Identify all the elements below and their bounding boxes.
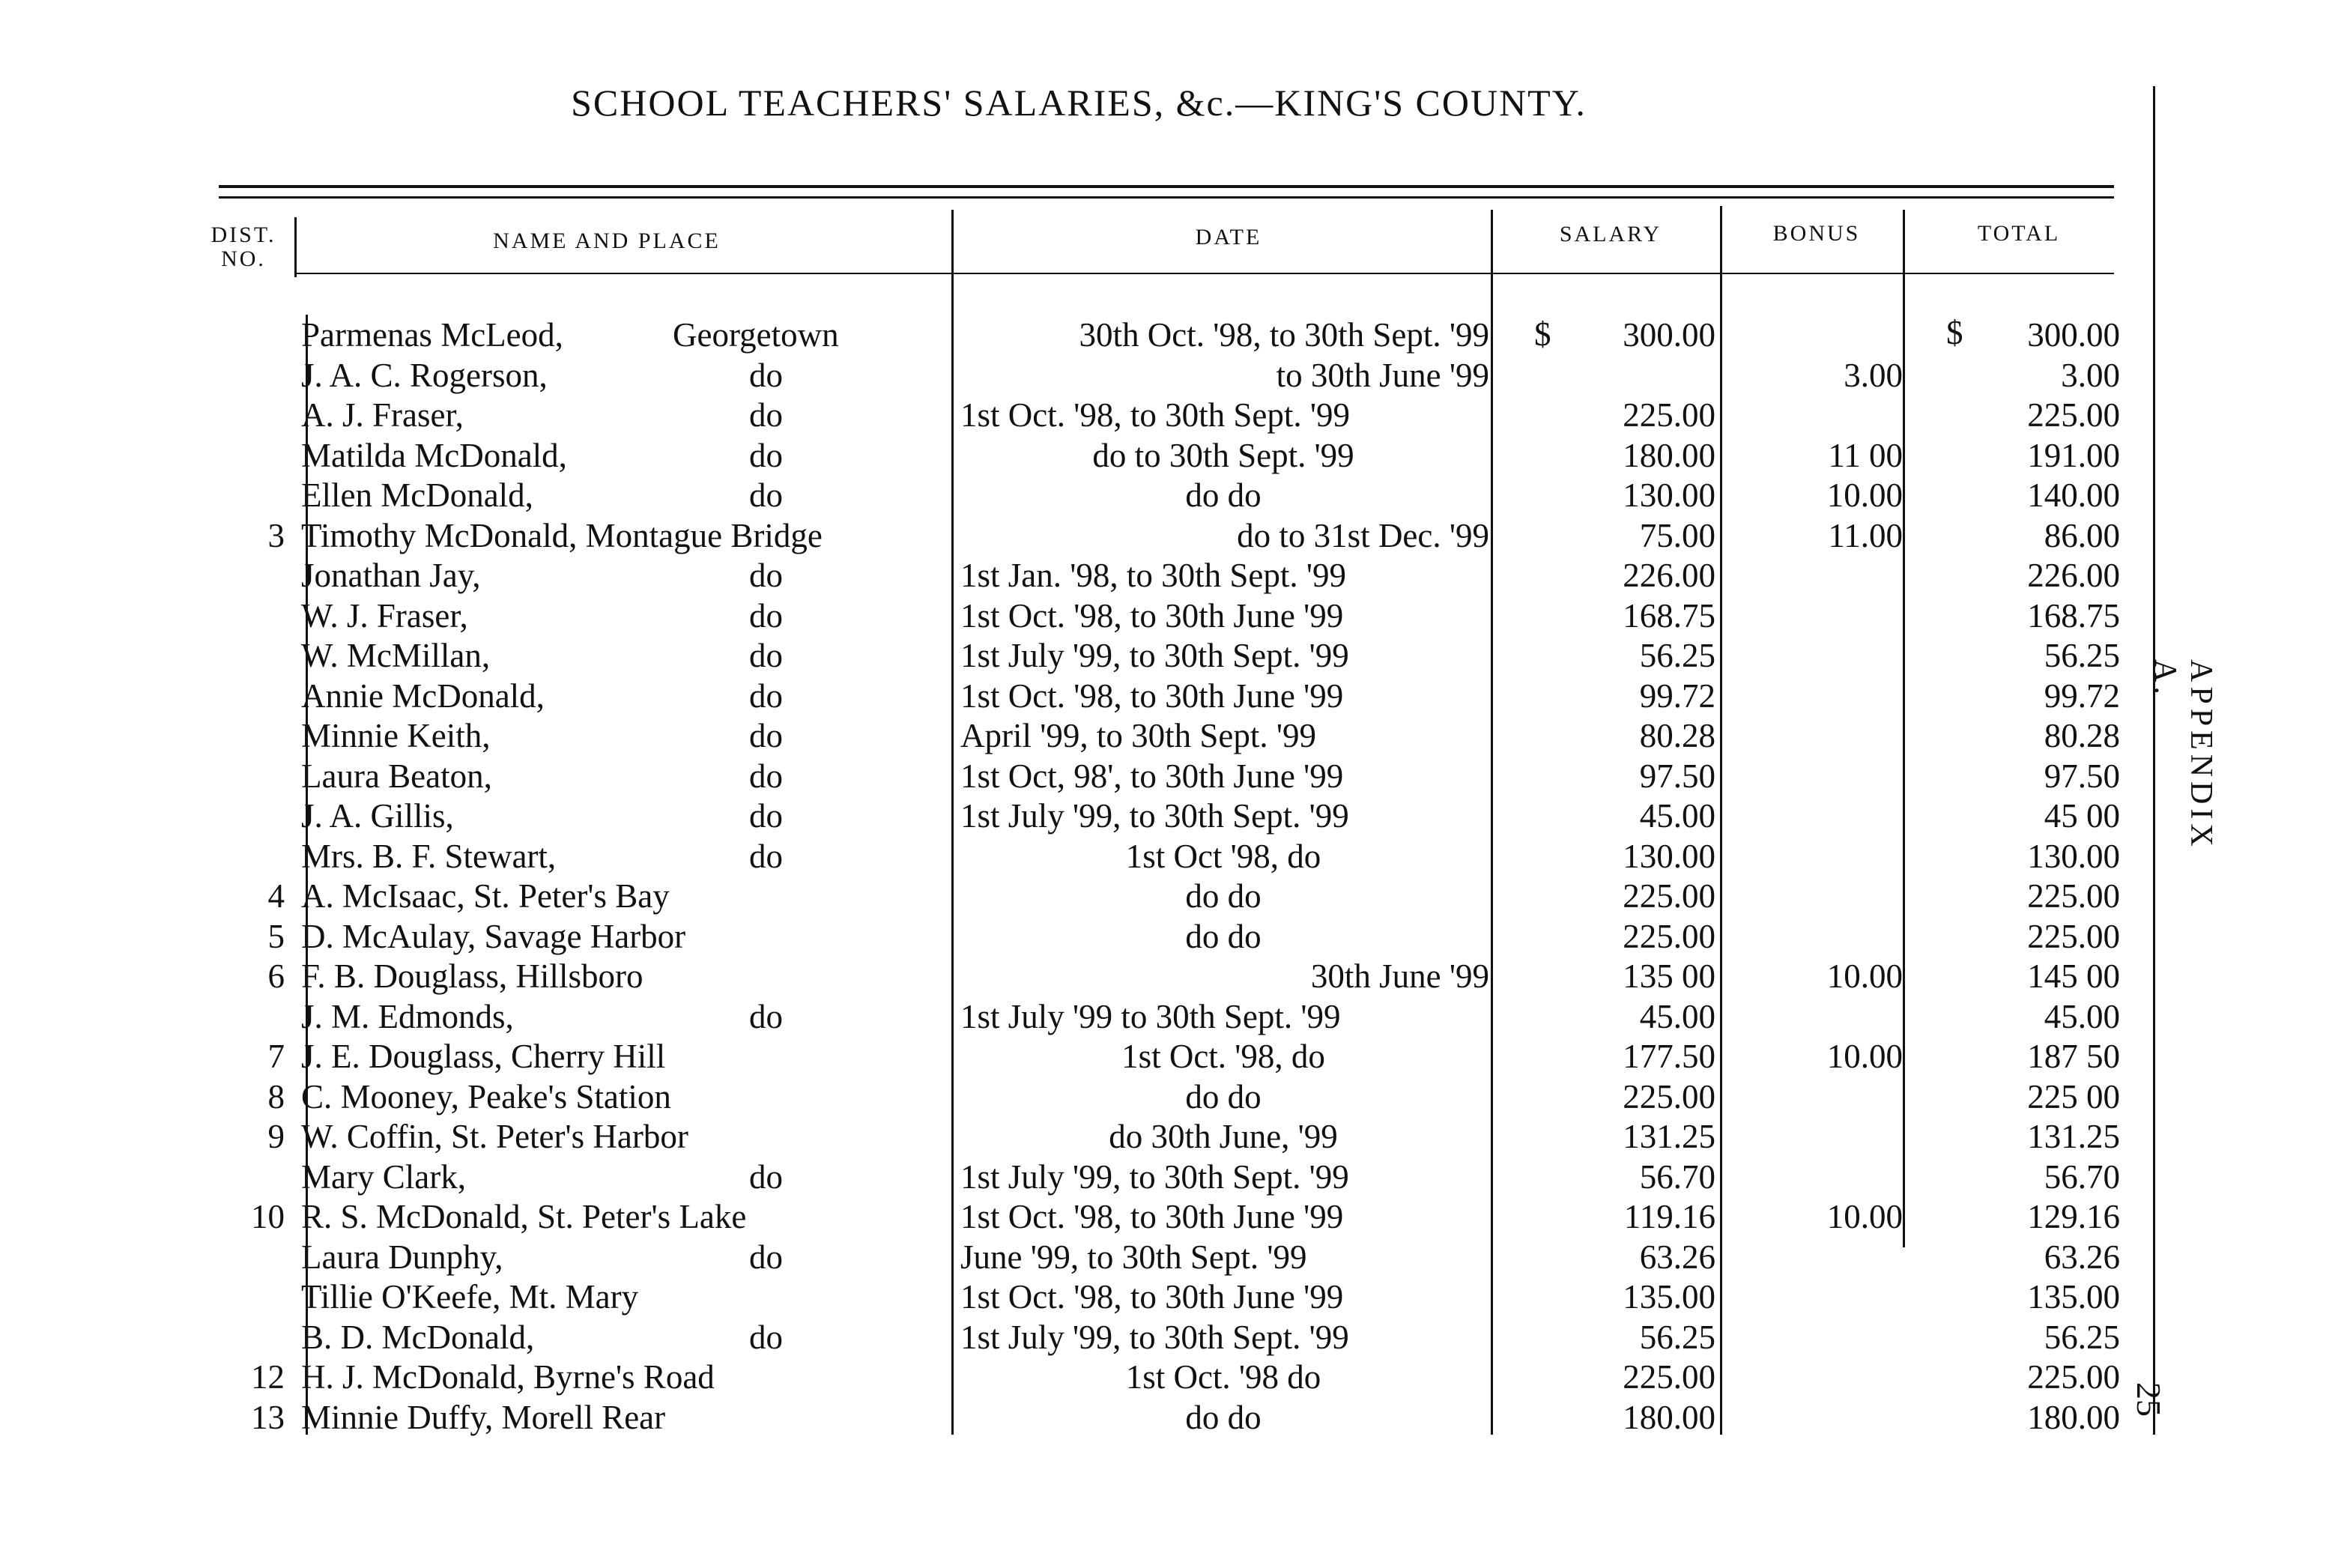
- teacher-name: D. McAulay, Savage Harbor: [301, 917, 686, 955]
- table-row: [0, 596, 2157, 636]
- bonus-value: 10.00: [1826, 1198, 1903, 1235]
- teacher-name: Jonathan Jay,: [301, 557, 481, 594]
- total-value: 80.28: [2044, 717, 2120, 754]
- table-row: [0, 1157, 2157, 1197]
- total-value: 225.00: [2027, 396, 2120, 434]
- table-row: [0, 916, 2157, 957]
- total-value: 97.50: [2044, 757, 2120, 795]
- header-rule-second: [219, 196, 2114, 199]
- date-range: 1st July '99 to 30th Sept. '99: [960, 997, 1341, 1035]
- salary-value: 45.00: [1639, 997, 1715, 1035]
- salary-value: 130.00: [1623, 476, 1715, 514]
- total-value: 56.70: [2044, 1157, 2120, 1196]
- table-row: [0, 1116, 2157, 1157]
- salary-value: 63.26: [1639, 1238, 1715, 1276]
- salary-value: 75.00: [1639, 516, 1715, 554]
- salary-value: 180.00: [1623, 436, 1715, 474]
- date-range: 1st Oct. '98 do: [1125, 1358, 1321, 1396]
- bonus-value: 10.00: [1826, 1038, 1903, 1075]
- total-value: 99.72: [2044, 676, 2120, 715]
- salary-value: 135.00: [1623, 1278, 1715, 1316]
- teacher-name: A. J. Fraser,: [301, 396, 464, 434]
- teacher-name: C. Mooney, Peake's Station: [301, 1077, 671, 1116]
- table-row: [0, 1277, 2157, 1317]
- salary-value: 177.50: [1623, 1038, 1715, 1075]
- total-dollar-sign: $: [1946, 314, 1963, 351]
- dist-number: 5: [267, 917, 285, 955]
- teacher-name: Tillie O'Keefe, Mt. Mary: [301, 1278, 639, 1316]
- salary-value: 168.75: [1623, 596, 1715, 635]
- total-value: 3.00: [2061, 356, 2120, 394]
- total-value: 129.16: [2027, 1198, 2120, 1235]
- salary-value: 225.00: [1623, 1358, 1715, 1396]
- salary-value: 225.00: [1623, 917, 1715, 955]
- salary-value: 225.00: [1623, 1077, 1715, 1116]
- teacher-name: W. J. Fraser,: [301, 596, 468, 635]
- header-name-place: NAME AND PLACE: [493, 228, 721, 253]
- salary-value: 99.72: [1639, 676, 1715, 715]
- dist-number: 10: [251, 1198, 285, 1235]
- salary-value: 56.70: [1639, 1157, 1715, 1196]
- dist-number: 3: [267, 516, 285, 554]
- total-value: 225.00: [2027, 1358, 2120, 1396]
- total-value: 226.00: [2027, 557, 2120, 594]
- teacher-name: J. A. Gillis,: [301, 797, 454, 835]
- teacher-name: Laura Beaton,: [301, 757, 492, 795]
- teacher-name: J. A. C. Rogerson,: [301, 356, 548, 394]
- date-range: 1st Oct '98, do: [1125, 837, 1321, 875]
- column-divider: [294, 217, 297, 277]
- place-name: do: [749, 476, 783, 514]
- total-value: 56.25: [2044, 637, 2120, 674]
- total-value: 45.00: [2044, 997, 2120, 1035]
- teacher-name: H. J. McDonald, Byrne's Road: [301, 1358, 715, 1396]
- table-row: [0, 515, 2157, 556]
- place-name: do: [749, 676, 783, 715]
- teacher-name: Timothy McDonald, Montague Bridge: [301, 516, 823, 554]
- date-range: 1st July '99, to 30th Sept. '99: [960, 637, 1349, 674]
- date-range: to 30th June '99: [1276, 356, 1489, 394]
- table-row: [0, 475, 2157, 515]
- table-row: [0, 876, 2157, 916]
- table-row: [0, 1237, 2157, 1277]
- date-range: June '99, to 30th Sept. '99: [960, 1238, 1307, 1276]
- total-value: 130.00: [2027, 837, 2120, 875]
- table-row: [0, 796, 2157, 836]
- total-value: 225.00: [2027, 877, 2120, 915]
- date-range: do do: [1185, 1077, 1262, 1116]
- salary-value: 56.25: [1639, 637, 1715, 674]
- dist-number: 6: [267, 957, 285, 995]
- header-bonus: BONUS: [1772, 221, 1861, 246]
- total-value: 145 00: [2027, 957, 2120, 995]
- table-row: [0, 315, 2157, 355]
- salary-value: 131.25: [1623, 1118, 1715, 1155]
- teacher-name: Mrs. B. F. Stewart,: [301, 837, 557, 875]
- total-value: 86.00: [2044, 516, 2120, 554]
- date-range: 1st July '99, to 30th Sept. '99: [960, 1318, 1349, 1356]
- place-name: do: [749, 356, 783, 394]
- date-range: do do: [1185, 476, 1262, 514]
- teacher-name: Parmenas McLeod,: [301, 316, 563, 354]
- place-name: do: [749, 1318, 783, 1356]
- place-name: do: [749, 1238, 783, 1276]
- date-range: do to 31st Dec. '99: [1237, 516, 1489, 554]
- table-row: [0, 1077, 2157, 1117]
- teacher-name: R. S. McDonald, St. Peter's Lake: [301, 1198, 747, 1235]
- teacher-name: A. McIsaac, St. Peter's Bay: [301, 877, 670, 915]
- table-row: [0, 836, 2157, 877]
- total-value: 63.26: [2044, 1238, 2120, 1276]
- dist-number: 9: [267, 1118, 285, 1155]
- place-name: do: [749, 797, 783, 835]
- page-number: 25: [2130, 1382, 2168, 1417]
- teacher-name: Ellen McDonald,: [301, 476, 533, 514]
- place-name: do: [749, 637, 783, 674]
- place-name: do: [749, 1157, 783, 1196]
- date-range: 1st Oct, 98', to 30th June '99: [960, 757, 1344, 795]
- bonus-value: 10.00: [1826, 957, 1903, 995]
- table-row: [0, 676, 2157, 716]
- date-range: 30th Oct. '98, to 30th Sept. '99: [1079, 316, 1489, 354]
- place-name: do: [749, 717, 783, 754]
- total-value: 180.00: [2027, 1398, 2120, 1436]
- dist-number: 13: [251, 1398, 285, 1436]
- place-name: do: [749, 436, 783, 474]
- total-value: 140.00: [2027, 476, 2120, 514]
- date-range: 30th June '99: [1310, 957, 1489, 995]
- page-title: SCHOOL TEACHERS' SALARIES, &c.—KING'S COUNTY.: [571, 82, 1587, 124]
- salary-value: 180.00: [1623, 1398, 1715, 1436]
- date-range: 1st Oct. '98, to 30th June '99: [960, 1278, 1344, 1316]
- teacher-name: Minnie Keith,: [301, 717, 491, 754]
- teacher-name: W. McMillan,: [301, 637, 491, 674]
- table-row: [0, 635, 2157, 676]
- teacher-name: Mary Clark,: [301, 1157, 466, 1196]
- table-row: [0, 1397, 2157, 1438]
- total-value: 225.00: [2027, 917, 2120, 955]
- salary-value: 80.28: [1639, 717, 1715, 754]
- bonus-value: 10.00: [1826, 476, 1903, 514]
- total-value: 135.00: [2027, 1278, 2120, 1316]
- date-range: do do: [1185, 1398, 1262, 1436]
- dist-number: 8: [267, 1077, 285, 1116]
- salary-value: 119.16: [1623, 1198, 1715, 1235]
- date-range: do 30th June, '99: [1109, 1118, 1338, 1155]
- date-range: 1st Jan. '98, to 30th Sept. '99: [960, 557, 1346, 594]
- teacher-name: Matilda McDonald,: [301, 436, 567, 474]
- salary-value: 56.25: [1639, 1318, 1715, 1356]
- table-row: [0, 1317, 2157, 1357]
- bonus-value: 11.00: [1828, 516, 1903, 554]
- bonus-value: 11 00: [1828, 436, 1903, 474]
- table-row: [0, 956, 2157, 996]
- dist-number: 7: [267, 1038, 285, 1075]
- date-range: 1st July '99, to 30th Sept. '99: [960, 1157, 1349, 1196]
- place-name: do: [749, 596, 783, 635]
- teacher-name: Laura Dunphy,: [301, 1238, 503, 1276]
- date-range: 1st Oct. '98, to 30th June '99: [960, 596, 1344, 635]
- place-name: do: [749, 997, 783, 1035]
- place-name: do: [749, 396, 783, 434]
- total-value: 225 00: [2027, 1077, 2120, 1116]
- table-row: [0, 1196, 2157, 1237]
- total-value: 45 00: [2044, 797, 2120, 835]
- salary-value: 226.00: [1623, 557, 1715, 594]
- total-value: 56.25: [2044, 1318, 2120, 1356]
- table-row: [0, 715, 2157, 756]
- header-rule-bottom: [296, 273, 2114, 274]
- table-row: [0, 435, 2157, 476]
- salary-value: 225.00: [1623, 396, 1715, 434]
- date-range: 1st July '99, to 30th Sept. '99: [960, 797, 1349, 835]
- table-row: [0, 555, 2157, 596]
- salary-value: 135 00: [1623, 957, 1715, 995]
- total-value: 187 50: [2027, 1038, 2120, 1075]
- salary-value: 130.00: [1623, 837, 1715, 875]
- place-name: do: [749, 757, 783, 795]
- total-value: 168.75: [2027, 596, 2120, 635]
- teacher-name: F. B. Douglass, Hillsboro: [301, 957, 643, 995]
- date-range: 1st Oct. '98, to 30th June '99: [960, 676, 1344, 715]
- date-range: 1st Oct. '98, to 30th June '99: [960, 1198, 1344, 1235]
- place-name: Georgetown: [673, 316, 839, 354]
- total-value: 131.25: [2027, 1118, 2120, 1155]
- header-total: TOTAL: [1977, 221, 2061, 246]
- date-range: do do: [1185, 877, 1262, 915]
- header-dist-no: DIST. NO.: [211, 223, 276, 271]
- teacher-name: Annie McDonald,: [301, 676, 545, 715]
- side-label-appendix: APPENDIX A.: [2148, 659, 2218, 851]
- total-value: 300.00: [2027, 316, 2120, 354]
- dist-number: 12: [251, 1358, 285, 1396]
- teacher-name: J. M. Edmonds,: [301, 997, 514, 1035]
- table-row: [0, 756, 2157, 796]
- teacher-name: J. E. Douglass, Cherry Hill: [301, 1038, 666, 1075]
- dist-number: 4: [267, 877, 285, 915]
- salary-value: 97.50: [1639, 757, 1715, 795]
- teacher-name: B. D. McDonald,: [301, 1318, 535, 1356]
- table-row: [0, 996, 2157, 1037]
- date-range: 1st Oct. '98, do: [1121, 1038, 1325, 1075]
- bonus-value: 3.00: [1844, 356, 1903, 394]
- date-range: do to 30th Sept. '99: [1092, 436, 1354, 474]
- salary-value: 300.00: [1623, 316, 1715, 354]
- header-date: DATE: [1195, 225, 1262, 249]
- teacher-name: W. Coffin, St. Peter's Harbor: [301, 1118, 688, 1155]
- table-row: [0, 355, 2157, 396]
- place-name: do: [749, 557, 783, 594]
- place-name: do: [749, 837, 783, 875]
- date-range: do do: [1185, 917, 1262, 955]
- table-row: [0, 1357, 2157, 1397]
- header-salary: SALARY: [1559, 222, 1662, 246]
- total-value: 191.00: [2027, 436, 2120, 474]
- salary-value: 45.00: [1639, 797, 1715, 835]
- header-rule-top: [219, 185, 2114, 188]
- salary-dollar-sign: $: [1534, 315, 1551, 353]
- salary-value: 225.00: [1623, 877, 1715, 915]
- table-row: [0, 1036, 2157, 1077]
- teacher-name: Minnie Duffy, Morell Rear: [301, 1398, 666, 1436]
- date-range: April '99, to 30th Sept. '99: [960, 717, 1316, 754]
- date-range: 1st Oct. '98, to 30th Sept. '99: [960, 396, 1350, 434]
- table-row: [0, 395, 2157, 435]
